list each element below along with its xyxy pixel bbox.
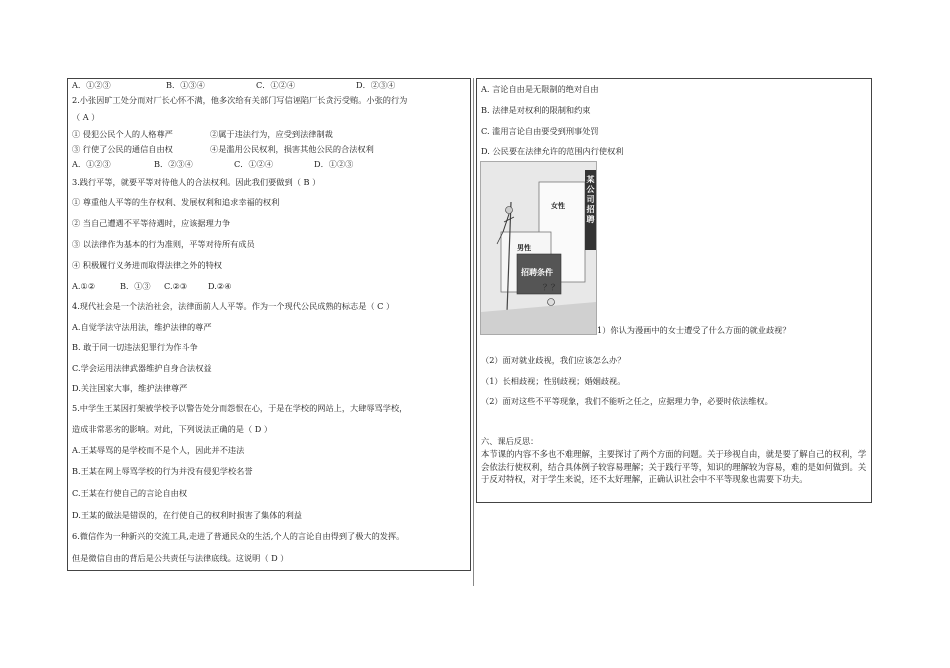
q6-stem-1: 6.微信作为一种新兴的交流工具,走进了普通民众的生活,个人的言论自由得到了极大的发挥。 [72,531,405,541]
q2-stem: 2.小张因旷工处分而对厂长心怀不满，他多次给有关部门写信诬陷厂长贪污受贿。小张的行为 [72,95,408,105]
left-column [67,78,471,571]
q3-item-1: ① 尊重他人平等的生存权利、发展权利和追求幸福的权利 [72,197,280,207]
q5-option-b: B.王某在网上辱骂学校的行为并没有侵犯学校名誉 [72,466,253,476]
q2-options: A．①②③ B．②③④ C．①②④ D．①②③ [72,159,354,169]
q5-stem-2: 造成非常恶劣的影响。对此，下列说法正确的是（ D ） [72,424,273,434]
q1-options: A．①②③ B．①③④ C．①②④ D．②③④ [72,80,396,90]
answer-2: （2）面对这些不平等现象，我们不能听之任之，应据理力争，必要时依法维权。 [481,396,773,406]
q5-stem-1: 5.中学生王某因打架被学校予以警告处分而怨恨在心，于是在学校的网站上，大肆辱骂学校， [72,403,408,413]
q4-option-c: C.学会运用法律武器维护自身合法权益 [72,363,212,373]
q4-stem: 4.现代社会是一个法治社会，法律面前人人平等。作为一个现代公民成熟的标志是（ C ） [72,301,395,311]
q6-option-d: D. 公民要在法律允许的范围内行使权利 [481,146,624,156]
q3-item-2: ② 当自己遭遇不平等待遇时，应该据理力争 [72,218,231,228]
q6-option-b: B. 法律是对权利的限制和约束 [481,105,591,115]
reflection-text: 本节课的内容不多也不难理解，主要探讨了两个方面的问题。关于珍视自由，就是要了解自己的权利，学会依法行使权利，结合具体例子较容易理解；关于践行平等，知识的理解较为容易，难的是如何做到。关于反对特权，对于学生来说，还不太好理解，正确认识社会中不平等现象也需要下功夫。 [481,449,867,484]
q3-item-4: ④ 积极履行义务进而取得法律之外的特权 [72,260,222,270]
page-divider [473,78,474,586]
q6-stem-2: 但是微信自由的背后是公共责任与法律底线。这说明（ D ） [72,553,289,563]
q2-items-1: ① 侵犯公民个人的人格尊严 ②属于违法行为，应受到法律制裁 [72,129,333,139]
cartoon-illustration [481,162,596,334]
cartoon-question-1: 1）你认为漫画中的女士遭受了什么方面的就业歧视？ [597,325,791,335]
answer-1: （1）长相歧视；性别歧视；婚姻歧视。 [481,376,626,386]
q2-answer: （ A ） [72,112,100,122]
right-column [476,78,872,503]
cartoon-sign: 某公司招聘 [586,174,595,224]
cartoon-label-male: 男性 [517,243,531,252]
cartoon-question-marks: ？？ [543,283,559,292]
q5-option-d: D.王某的做法是错误的，在行使自己的权利时损害了集体的利益 [72,510,302,520]
q6-option-a: A. 言论自由是无限制的绝对自由 [481,84,599,94]
cartoon-label-conditions: 招聘条件 [521,267,553,277]
employment-discrimination-cartoon [480,161,597,335]
q5-option-a: A.王某辱骂的是学校而不是个人，因此并不违法 [72,445,245,455]
q3-stem: 3.践行平等，就要平等对待他人的合法权利。因此我们要做到（ B ） [72,177,321,187]
reflection-title: 六、课后反思： [481,436,539,446]
q6-option-c: C. 滥用言论自由要受到刑事处罚 [481,126,599,136]
q3-item-3: ③ 以法律作为基本的行为准则，平等对待所有成员 [72,239,255,249]
q3-options: A.①② B．①③ C.②③ D.②④ [72,281,232,291]
cartoon-label-female: 女性 [551,201,565,210]
cartoon-question-2: （2）面对就业歧视，我们应该怎么办？ [481,355,626,365]
q4-option-d: D.关注国家大事，维护法律尊严 [72,383,188,393]
q4-option-b: B. 敢于同一切违法犯罪行为作斗争 [72,342,198,352]
q2-items-2: ③ 行使了公民的通信自由权 ④是滥用公民权利，损害其他公民的合法权利 [72,144,374,154]
q4-option-a: A.自觉学法守法用法，维护法律的尊严 [72,322,212,332]
q5-option-c: C.王某在行使自己的言论自由权 [72,488,188,498]
